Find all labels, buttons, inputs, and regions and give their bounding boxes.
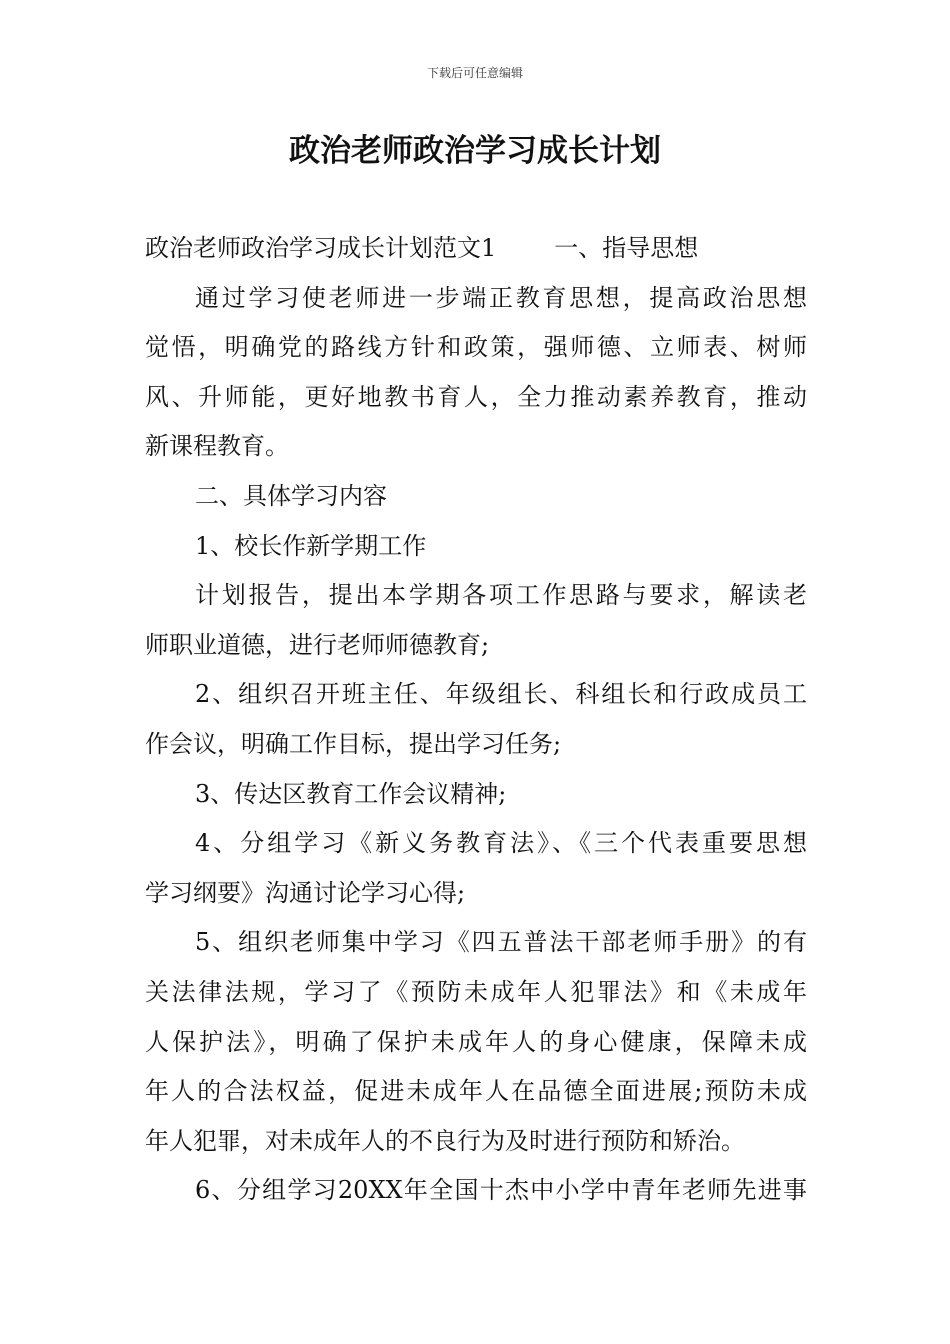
paragraph-line: 通过学习使老师进一步端正教育思想，提高政治思想 (195, 283, 807, 312)
list-item-4: 4、分组学习《新义务教育法》、《三个代表重要思想 (195, 829, 807, 858)
document-title: 政治老师政治学习成长计划 (289, 133, 661, 169)
paragraph-line: 年人的合法权益，促进未成年人在品德全面进展;预防未成 (145, 1077, 807, 1106)
section-heading-1: 一、指导思想 (554, 234, 699, 262)
paragraph-line: 师职业道德，进行老师师德教育; (145, 630, 490, 659)
paragraph-line: 人保护法》，明确了保护未成年人的身心健康，保障未成 (145, 1027, 807, 1056)
intro-heading: 政治老师政治学习成长计划范文1 (145, 234, 497, 262)
header-note: 下载后可任意编辑 (426, 66, 523, 80)
paragraph-line: 学习纲要》沟通讨论学习心得; (145, 878, 466, 907)
paragraph-line: 新课程教育。 (145, 432, 289, 461)
list-item-6: 6、分组学习20XX年全国十杰中小学中青年老师先进事 (195, 1176, 807, 1205)
paragraph-line: 作会议，明确工作目标，提出学习任务; (145, 729, 562, 758)
paragraph-line: 计划报告，提出本学期各项工作思路与要求，解读老 (195, 581, 807, 610)
list-item-5: 5、组织老师集中学习《四五普法干部老师手册》的有 (195, 928, 807, 957)
intro-line (145, 224, 807, 274)
paragraph-line: 年人犯罪，对未成年人的不良行为及时进行预防和矫治。 (145, 1126, 745, 1155)
document-body (145, 224, 807, 1216)
list-item-1: 1、校长作新学期工作 (195, 531, 427, 560)
paragraph-line: 关法律法规，学习了《预防未成年人犯罪法》和《未成年 (145, 977, 807, 1006)
paragraph-line: 觉悟，明确党的路线方针和政策，强师德、立师表、树师 (145, 333, 807, 362)
list-item-3: 3、传达区教育工作会议精神; (195, 779, 507, 808)
list-item-2: 2、组织召开班主任、年级组长、科组长和行政成员工 (195, 680, 807, 709)
section-heading-2: 二、具体学习内容 (195, 481, 387, 510)
paragraph-line: 风、升师能，更好地教书育人，全力推动素养教育，推动 (145, 382, 807, 411)
